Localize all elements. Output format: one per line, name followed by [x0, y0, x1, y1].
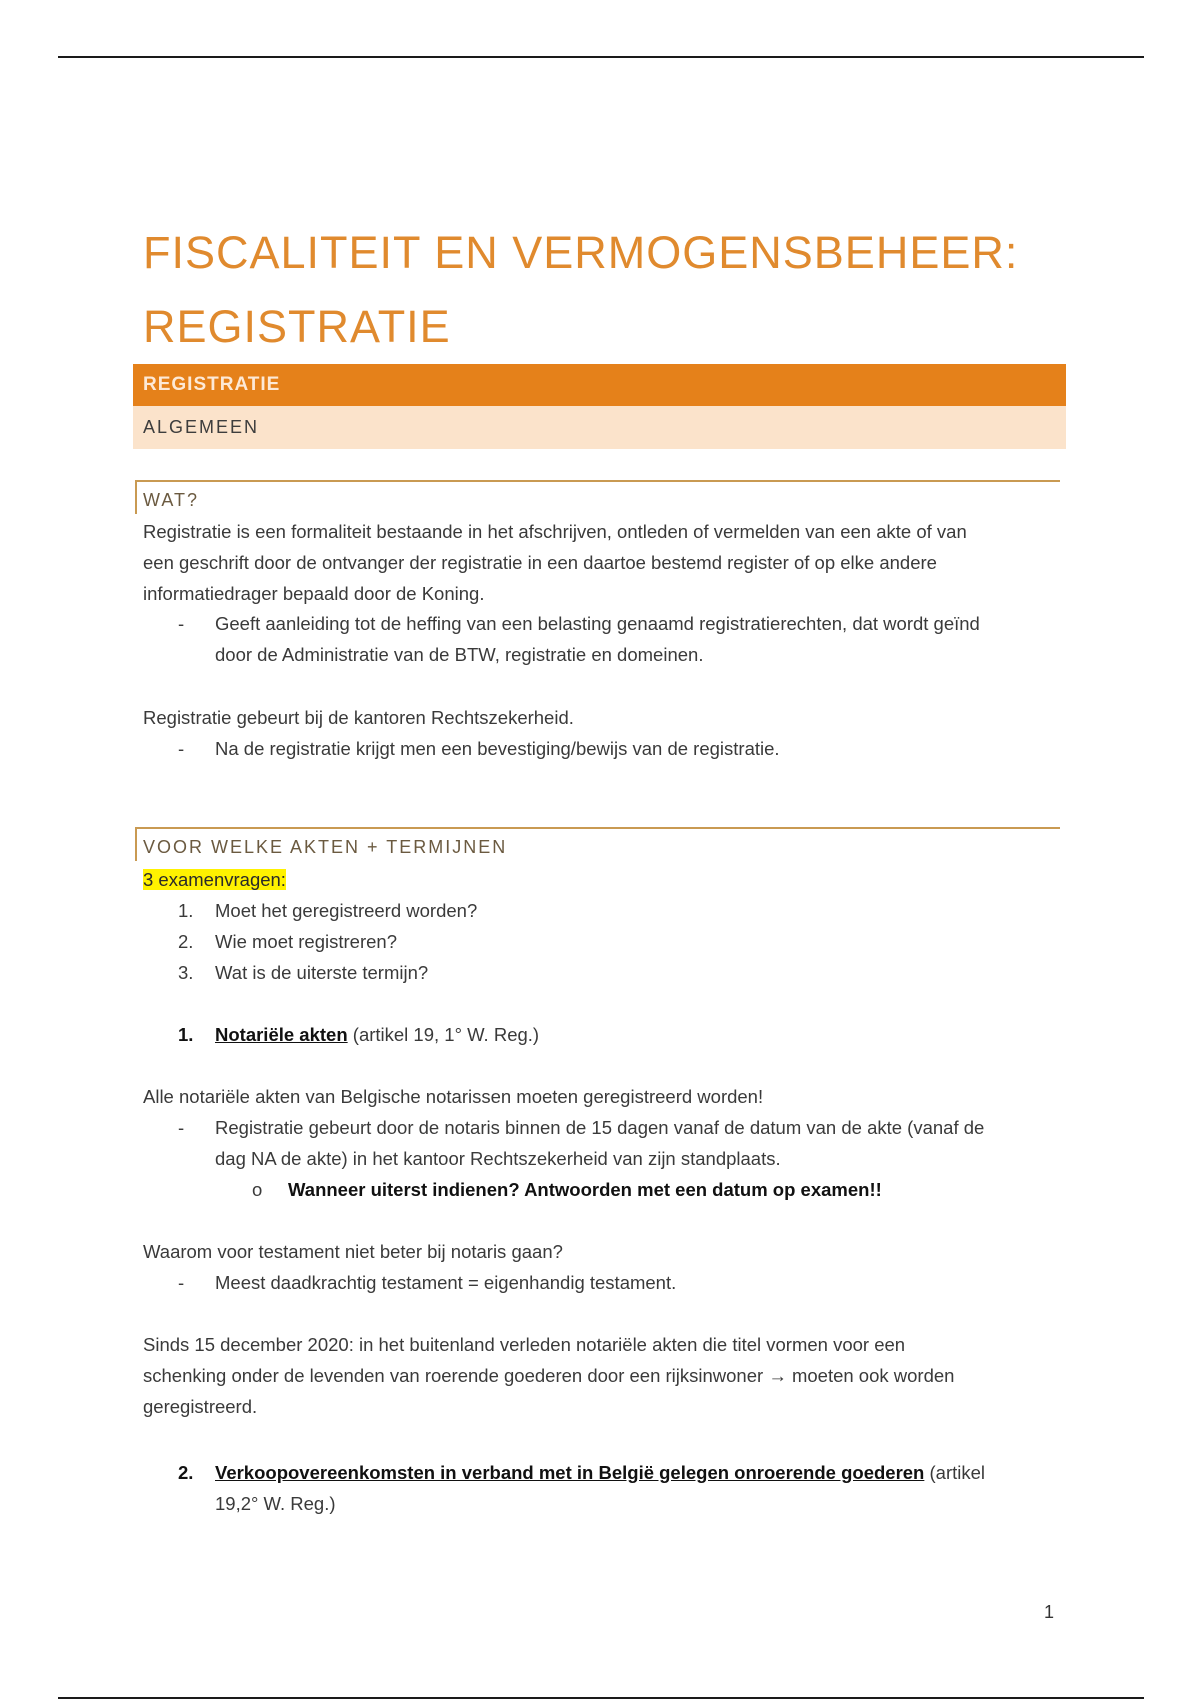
title-line-1: FISCALITEIT EN VERMOGENSBEHEER: — [143, 227, 1019, 278]
footer-rule — [58, 1697, 1144, 1699]
sub-bullet-exam-note: Wanneer uiterst indienen? Antwoorden met een datum op examen!! — [288, 1179, 882, 1200]
paragraph-definition — [143, 516, 1063, 609]
list-number: 3. — [178, 962, 194, 983]
list-number: 2. — [178, 931, 194, 952]
list-number: 1. — [178, 900, 194, 921]
item-1-heading — [215, 1019, 1060, 1050]
bullet-heffing — [215, 608, 1060, 670]
list-item: Wat is de uiterste termijn? — [215, 962, 429, 983]
paragraph-line: Sinds 15 december 2020: in het buitenland verleden notariële akten die titel vormen voor een — [143, 1334, 906, 1355]
item-2-number: 2. — [178, 1462, 194, 1483]
bullet-line: Registratie gebeurt door de notaris binnen de 15 dagen vanaf de datum van de akte (vanaf de — [215, 1117, 985, 1138]
paragraph-line: informatiedrager bepaald door de Koning. — [143, 583, 485, 604]
heading-2-algemeen: ALGEMEEN — [133, 406, 1066, 449]
bullet-dash: - — [178, 738, 185, 759]
bullet-notaris-termijn — [215, 1112, 1060, 1174]
item-1-title: Notariële akten — [215, 1024, 348, 1045]
list-item: Wie moet registreren? — [215, 931, 397, 952]
paragraph-sinds-2020 — [143, 1329, 1063, 1422]
bullet-bevestiging: Na de registratie krijgt men een bevestiging/bewijs van de registratie. — [215, 738, 780, 759]
bullet-line: Geeft aanleiding tot de heffing van een belasting genaamd registratierechten, dat wordt geïnd — [215, 613, 980, 634]
item-1-number: 1. — [178, 1024, 194, 1045]
document-title — [143, 216, 1103, 364]
item-2-title: Verkoopovereenkomsten in verband met in België gelegen onroerende goederen — [215, 1462, 925, 1483]
item-2-ref: (artikel — [924, 1462, 986, 1483]
paragraph-testament: Waarom voor testament niet beter bij notaris gaan? — [143, 1241, 563, 1262]
bullet-eigenhandig: Meest daadkrachtig testament = eigenhandig testament. — [215, 1272, 677, 1293]
paragraph-line: geregistreerd. — [143, 1396, 258, 1417]
item-2-ref-line2: 19,2° W. Reg.) — [215, 1493, 336, 1514]
bullet-dash: - — [178, 613, 185, 634]
highlighted-text: 3 examenvragen: — [143, 869, 286, 890]
exam-questions-label — [143, 864, 1063, 895]
bullet-dash: - — [178, 1272, 185, 1293]
paragraph-line: een geschrift door de ontvanger der registratie in een daartoe bestemd register of op elke andere — [143, 552, 937, 573]
bullet-dash: - — [178, 1117, 185, 1138]
sub-bullet-circle: o — [252, 1179, 263, 1200]
title-line-2: REGISTRATIE — [143, 301, 451, 352]
list-item: Moet het geregistreerd worden? — [215, 900, 478, 921]
paragraph-line: schenking onder de levenden van roerende goederen door een rijksinwoner → moeten ook worden — [143, 1365, 955, 1386]
paragraph-line: Registratie is een formaliteit bestaande in het afschrijven, ontleden of vermelden van een akte of van — [143, 521, 967, 542]
paragraph-kantoren: Registratie gebeurt bij de kantoren Rechtszekerheid. — [143, 707, 574, 728]
item-2-heading — [215, 1457, 1060, 1519]
item-1-ref: (artikel 19, 1° W. Reg.) — [347, 1024, 540, 1045]
heading-3-wat: WAT? — [135, 480, 1060, 514]
bullet-line: door de Administratie van de BTW, registratie en domeinen. — [215, 644, 704, 665]
heading-3-akten-termijnen: VOOR WELKE AKTEN + TERMIJNEN — [135, 827, 1060, 861]
bullet-line: dag NA de akte) in het kantoor Rechtszekerheid van zijn standplaats. — [215, 1148, 781, 1169]
heading-1-registratie: REGISTRATIE — [133, 364, 1066, 406]
paragraph-notarissen: Alle notariële akten van Belgische notarissen moeten geregistreerd worden! — [143, 1086, 764, 1107]
page-number: 1 — [1044, 1602, 1055, 1622]
header-rule — [58, 56, 1144, 58]
